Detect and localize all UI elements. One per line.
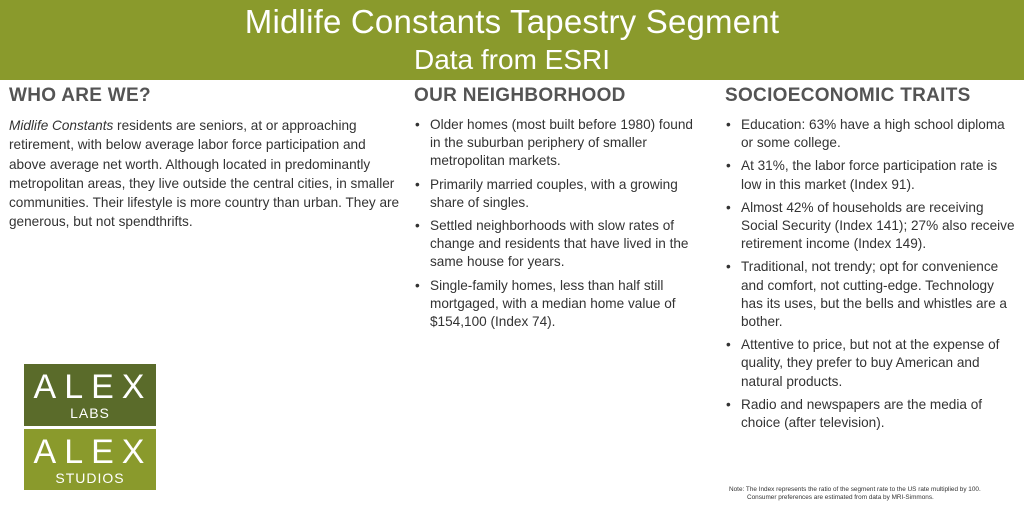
socioeconomic-list — [725, 116, 1015, 432]
list-item — [725, 336, 1015, 391]
list-item — [725, 116, 1015, 152]
list-item — [414, 176, 704, 212]
logo-wordmark: ALEX — [33, 368, 153, 406]
title-banner — [0, 0, 1024, 80]
alex-labs-logo — [24, 364, 156, 426]
who-are-we-text: residents are seniors, at or approaching retirement, with below average labor force participation and above average net worth. Although located in predominantly metropolitan areas, they live outside the central cities, in smaller communities. Their lifestyle is more country than urban. They are generous, but not spendthrifts. — [9, 118, 400, 230]
list-item-text: Education: 63% have a high school diploma or some college. — [741, 117, 1005, 151]
list-item — [725, 199, 1015, 254]
neighborhood-heading: OUR NEIGHBORHOOD — [414, 85, 626, 106]
logo-subtitle: LABS — [70, 405, 110, 421]
list-item — [414, 116, 704, 171]
bullet-icon: • — [726, 337, 731, 353]
socioeconomic-section — [725, 84, 1015, 437]
bullet-icon: • — [415, 117, 420, 132]
list-item-text: Traditional, not trendy; opt for convenience and comfort, not cutting-edge. Technology has its uses, but the bells and whistles are a bother. — [741, 259, 1007, 330]
who-are-we-heading: WHO ARE WE? — [9, 85, 151, 106]
list-item-text: Older homes (most built before 1980) found in the suburban periphery of smaller metropolitan markets. — [430, 117, 693, 169]
bullet-icon: • — [415, 277, 420, 293]
bullet-icon: • — [726, 158, 731, 174]
bullet-icon: • — [415, 218, 420, 234]
who-are-we-section — [9, 84, 401, 232]
index-footnote — [729, 486, 1019, 502]
bullet-icon: • — [726, 259, 731, 275]
list-item — [725, 157, 1015, 193]
neighborhood-list — [414, 116, 704, 331]
list-item-text: At 31%, the labor force participation rate is low in this market (Index 91). — [741, 158, 998, 192]
neighborhood-section — [414, 84, 704, 336]
bullet-icon: • — [726, 396, 731, 412]
page-title: Midlife Constants Tapestry Segment — [244, 3, 780, 40]
list-item — [414, 217, 704, 272]
list-item — [414, 277, 704, 332]
list-item-text: Radio and newspapers are the media of choice (after television). — [741, 396, 983, 431]
alex-studios-logo — [24, 429, 156, 490]
list-item — [725, 258, 1015, 331]
list-item-text: Primarily married couples, with a growing share of singles. — [430, 176, 678, 210]
logo-subtitle: STUDIOS — [55, 470, 125, 486]
socioeconomic-heading: SOCIOECONOMIC TRAITS — [725, 85, 971, 106]
bullet-icon: • — [726, 117, 731, 132]
who-are-we-description — [9, 116, 401, 232]
list-item-text: Almost 42% of households are receiving Social Security (Index 141); 27% also receive retirement income (Index 149). — [741, 199, 1015, 252]
list-item-text: Single-family homes, less than half still mortgaged, with a median home value of $154,100 (Index 74). — [430, 277, 676, 330]
list-item-text: Settled neighborhoods with slow rates of change and residents that have lived in the same house for years. — [430, 218, 689, 270]
list-item — [725, 396, 1015, 432]
page-subtitle: Data from ESRI — [413, 44, 611, 75]
segment-name: Midlife Constants — [9, 118, 114, 133]
footnote-line: Consumer preferences are estimated from data by MRI-Simmons. — [747, 494, 934, 501]
logo-wordmark: ALEX — [33, 433, 153, 471]
list-item-text: Attentive to price, but not at the expense of quality, they prefer to buy American and natural products. — [741, 337, 1000, 389]
bullet-icon: • — [726, 199, 731, 215]
footnote-line: Note: The Index represents the ratio of the segment rate to the US rate multiplied by 100. — [729, 486, 981, 493]
bullet-icon: • — [415, 176, 420, 192]
